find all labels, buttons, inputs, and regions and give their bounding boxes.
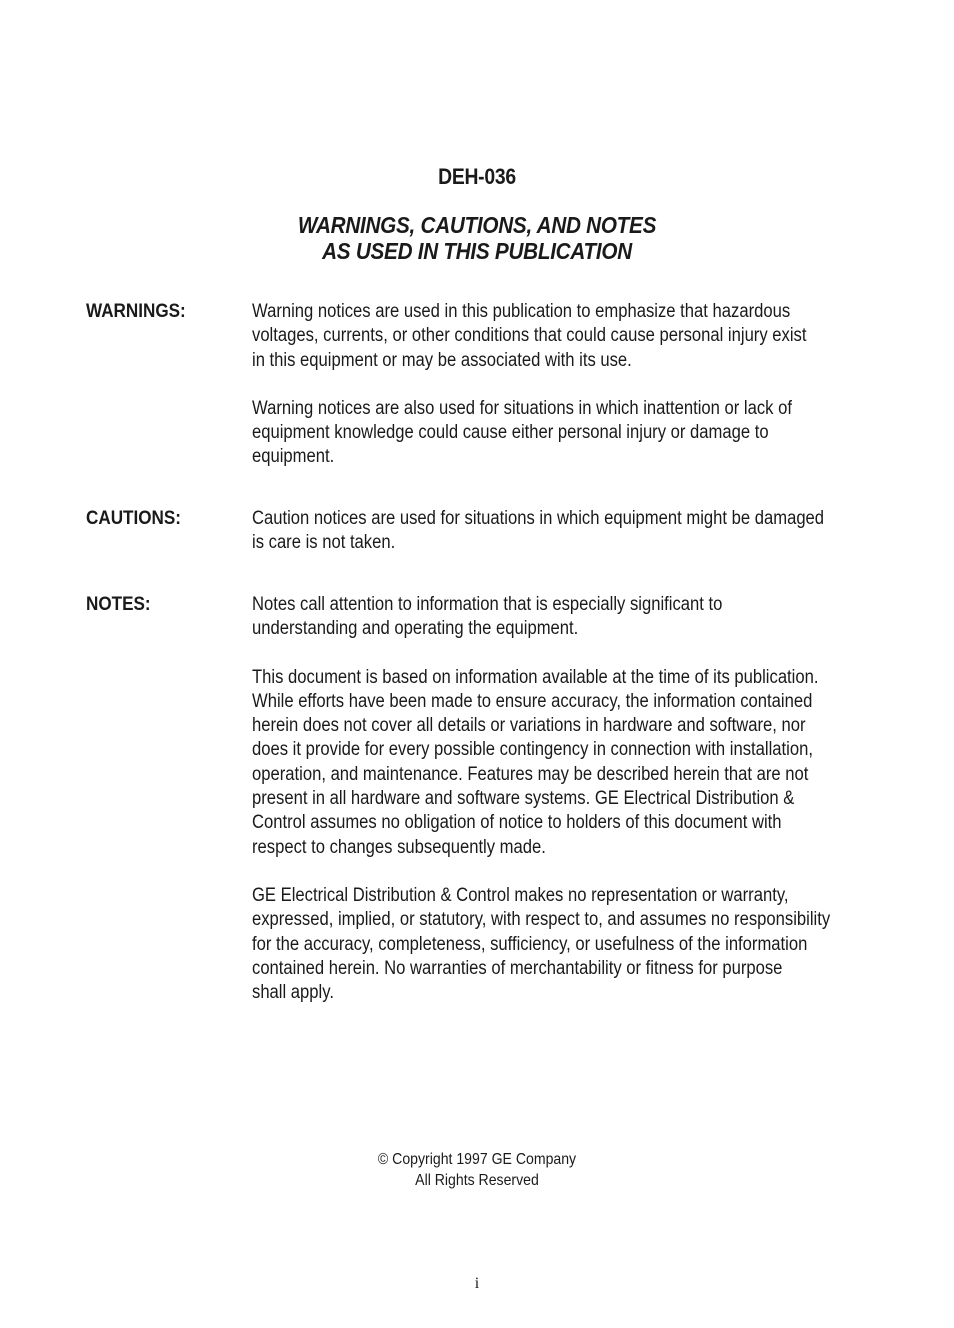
- cautions-body: [252, 507, 892, 580]
- notes-paragraph-3: GE Electrical Distribution & Control makes no representation or warranty, expressed, implied, or statutory, with respect to, and assumes no responsibility for the accuracy, completeness, sufficiency, or usefulness of the information contained herein. No warranties of merchantability or fitness for purpose shall apply.: [252, 884, 831, 1004]
- page-title-line-2: AS USED IN THIS PUBLICATION: [322, 238, 632, 264]
- warnings-paragraph-2: Warning notices are also used for situations in which inattention or lack of equipment knowledge could cause either personal injury or damage to equipment.: [252, 397, 792, 468]
- warnings-label: WARNINGS:: [86, 301, 186, 322]
- warnings-body: [252, 300, 892, 494]
- copyright-block: [57, 1149, 897, 1191]
- page-title: [48, 212, 907, 264]
- notes-label: NOTES:: [86, 594, 151, 615]
- copyright-line: © Copyright 1997 GE Company: [377, 1151, 577, 1168]
- notes-paragraph-2: This document is based on information available at the time of its publication. While efforts have been made to ensure accuracy, the information contained herein does not cover all details or variations in hardware and software, nor does it provide for every possible contingency in connection with installation, operation, and maintenance. Features may be described herein that are not present in all hardware and software systems. GE Electrical Distribution & Control assumes no obligation of notice to holders of this document with respect to changes subsequently made.: [252, 666, 819, 858]
- page-number: i: [474, 1275, 480, 1292]
- cautions-label: CAUTIONS:: [86, 508, 182, 529]
- document-number: DEH-036: [438, 164, 516, 189]
- rights-line: All Rights Reserved: [415, 1172, 539, 1189]
- warnings-paragraph-1: Warning notices are used in this publication to emphasize that hazardous voltages, currents, or other conditions that could cause personal injury exist in this equipment or may be associated with its use.: [252, 301, 807, 371]
- cautions-paragraph-1: Caution notices are used for situations in which equipment might be damaged is care is not taken.: [252, 508, 825, 554]
- page-title-line-1: WARNINGS, CAUTIONS, AND NOTES: [297, 212, 657, 238]
- notes-paragraph-1: Notes call attention to information that is especially significant to understanding and operating the equipment.: [252, 594, 723, 640]
- notes-body: [252, 593, 892, 1029]
